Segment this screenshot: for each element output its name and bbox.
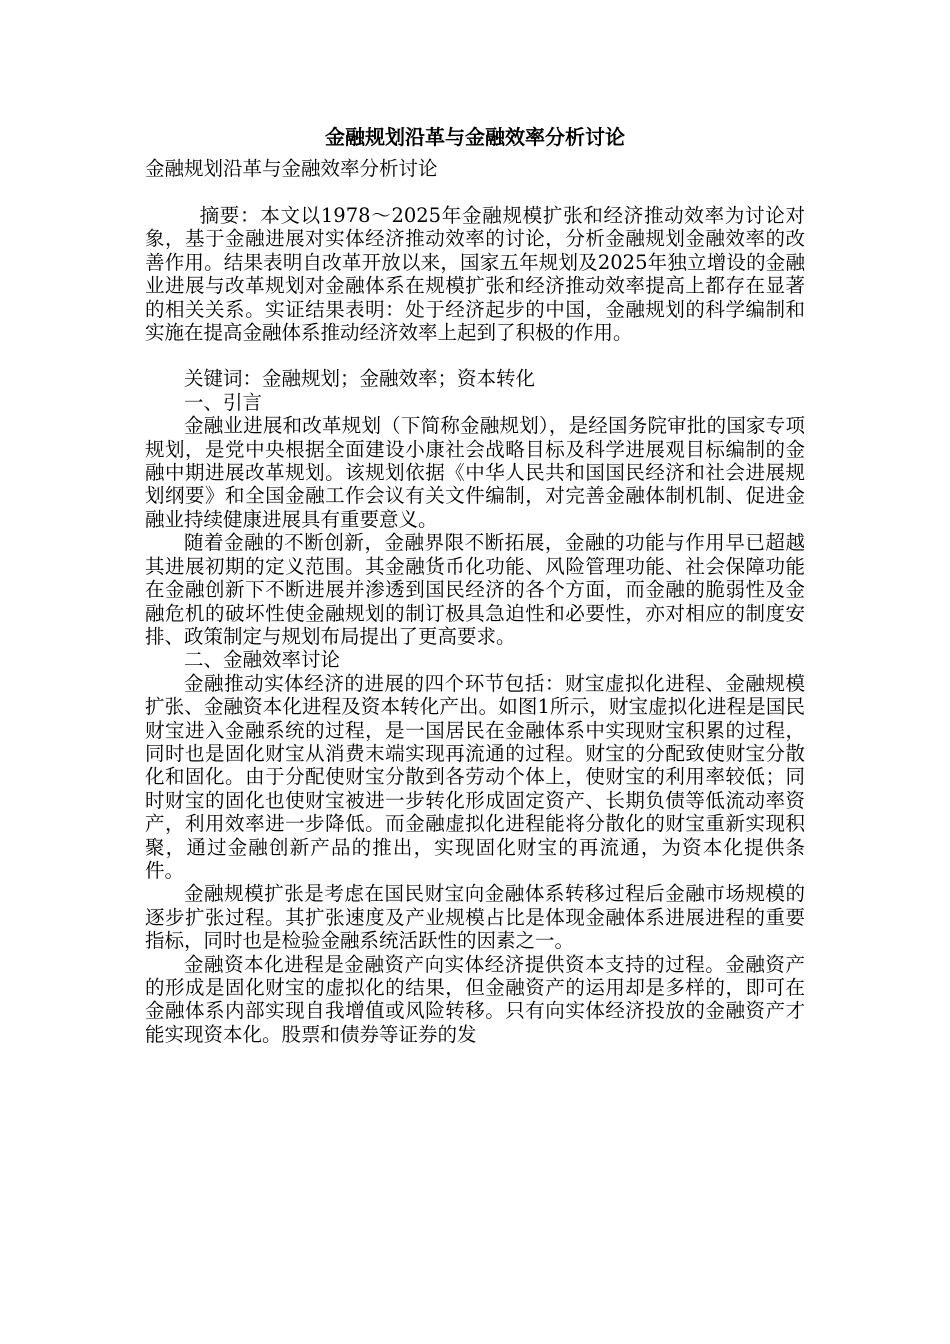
keywords-line: 关键词：金融规划；金融效率；资本转化 (184, 367, 536, 391)
body-paragraph: 随着金融的不断创新，金融界限不断拓展，金融的功能与作用早已超越其进展初期的定义范围。其金融货币化功能、风险管理功能、社会保障功能在金融创新下不断进展并渗透到国民经济的各个方面，而金融的脆弱性及金融危机的破坏性使金融规划的制订极具急迫性和必要性，亦对相应的制度安排、政策制定与规划布局提出了更高要求。 (145, 531, 805, 648)
document-title: 金融规划沿革与金融效率分析讨论 (325, 125, 625, 149)
body-paragraph: 金融规模扩张是考虑在国民财宝向金融体系转移过程后金融市场规模的逐步扩张过程。其扩张速度及产业规模占比是体现金融体系进展进程的重要指标，同时也是检验金融系统活跃性的因素之一。 (145, 882, 805, 953)
document-subtitle: 金融规划沿革与金融效率分析讨论 (145, 157, 438, 180)
document-page (145, 118, 805, 1046)
abstract-paragraph: 摘要：本文以1978～2025年金融规模扩张和经济推动效率为讨论对象，基于金融进展对实体经济推动效率的讨论，分析金融规划金融效率的改善作用。结果表明自改革开放以来，国家五年规划及2025年独立增设的金融业进展与改革规划对金融体系在规模扩张和经济推动效率提高上都存在显著的相关关系。实证结果表明：处于经济起步的中国，金融规划的科学编制和实施在提高金融体系推动经济效率上起到了积极的作用。 (145, 204, 805, 345)
body-paragraph: 金融资本化进程是金融资产向实体经济提供资本支持的过程。金融资产的形成是固化财宝的虚拟化的结果，但金融资产的运用却是多样的，即可在金融体系内部实现自我增值或风险转移。只有向实体经济投放的金融资产才能实现资本化。股票和债券等证券的发 (145, 952, 805, 1046)
section-heading-introduction: 一、引言 (184, 390, 263, 414)
body-paragraph: 金融业进展和改革规划（下简称金融规划），是经国务院审批的国家专项规划，是党中央根据全面建设小康社会战略目标及科学进展观目标编制的金融中期进展改革规划。该规划依据《中华人民共和国国民经济和社会进展规划纲要》和全国金融工作会议有关文件编制，对完善金融体制机制、促进金融业持续健康进展具有重要意义。 (145, 414, 805, 531)
section-heading-financial-efficiency: 二、金融效率讨论 (184, 648, 341, 672)
body-paragraph: 金融推动实体经济的进展的四个环节包括：财宝虚拟化进程、金融规模扩张、金融资本化进程及资本转化产出。如图1所示，财宝虚拟化进程是国民财宝进入金融系统的过程，是一国居民在金融体系中实现财宝积累的过程，同时也是固化财宝从消费末端实现再流通的过程。财宝的分配致使财宝分散化和固化。由于分配使财宝分散到各劳动个体上，使财宝的利用率较低；同时财宝的固化也使财宝被进一步转化形成固定资产、长期负债等低流动率资产，利用效率进一步降低。而金融虚拟化进程能将分散化的财宝重新实现积聚，通过金融创新产品的推出，实现固化财宝的再流通，为资本化提供条件。 (145, 671, 805, 882)
